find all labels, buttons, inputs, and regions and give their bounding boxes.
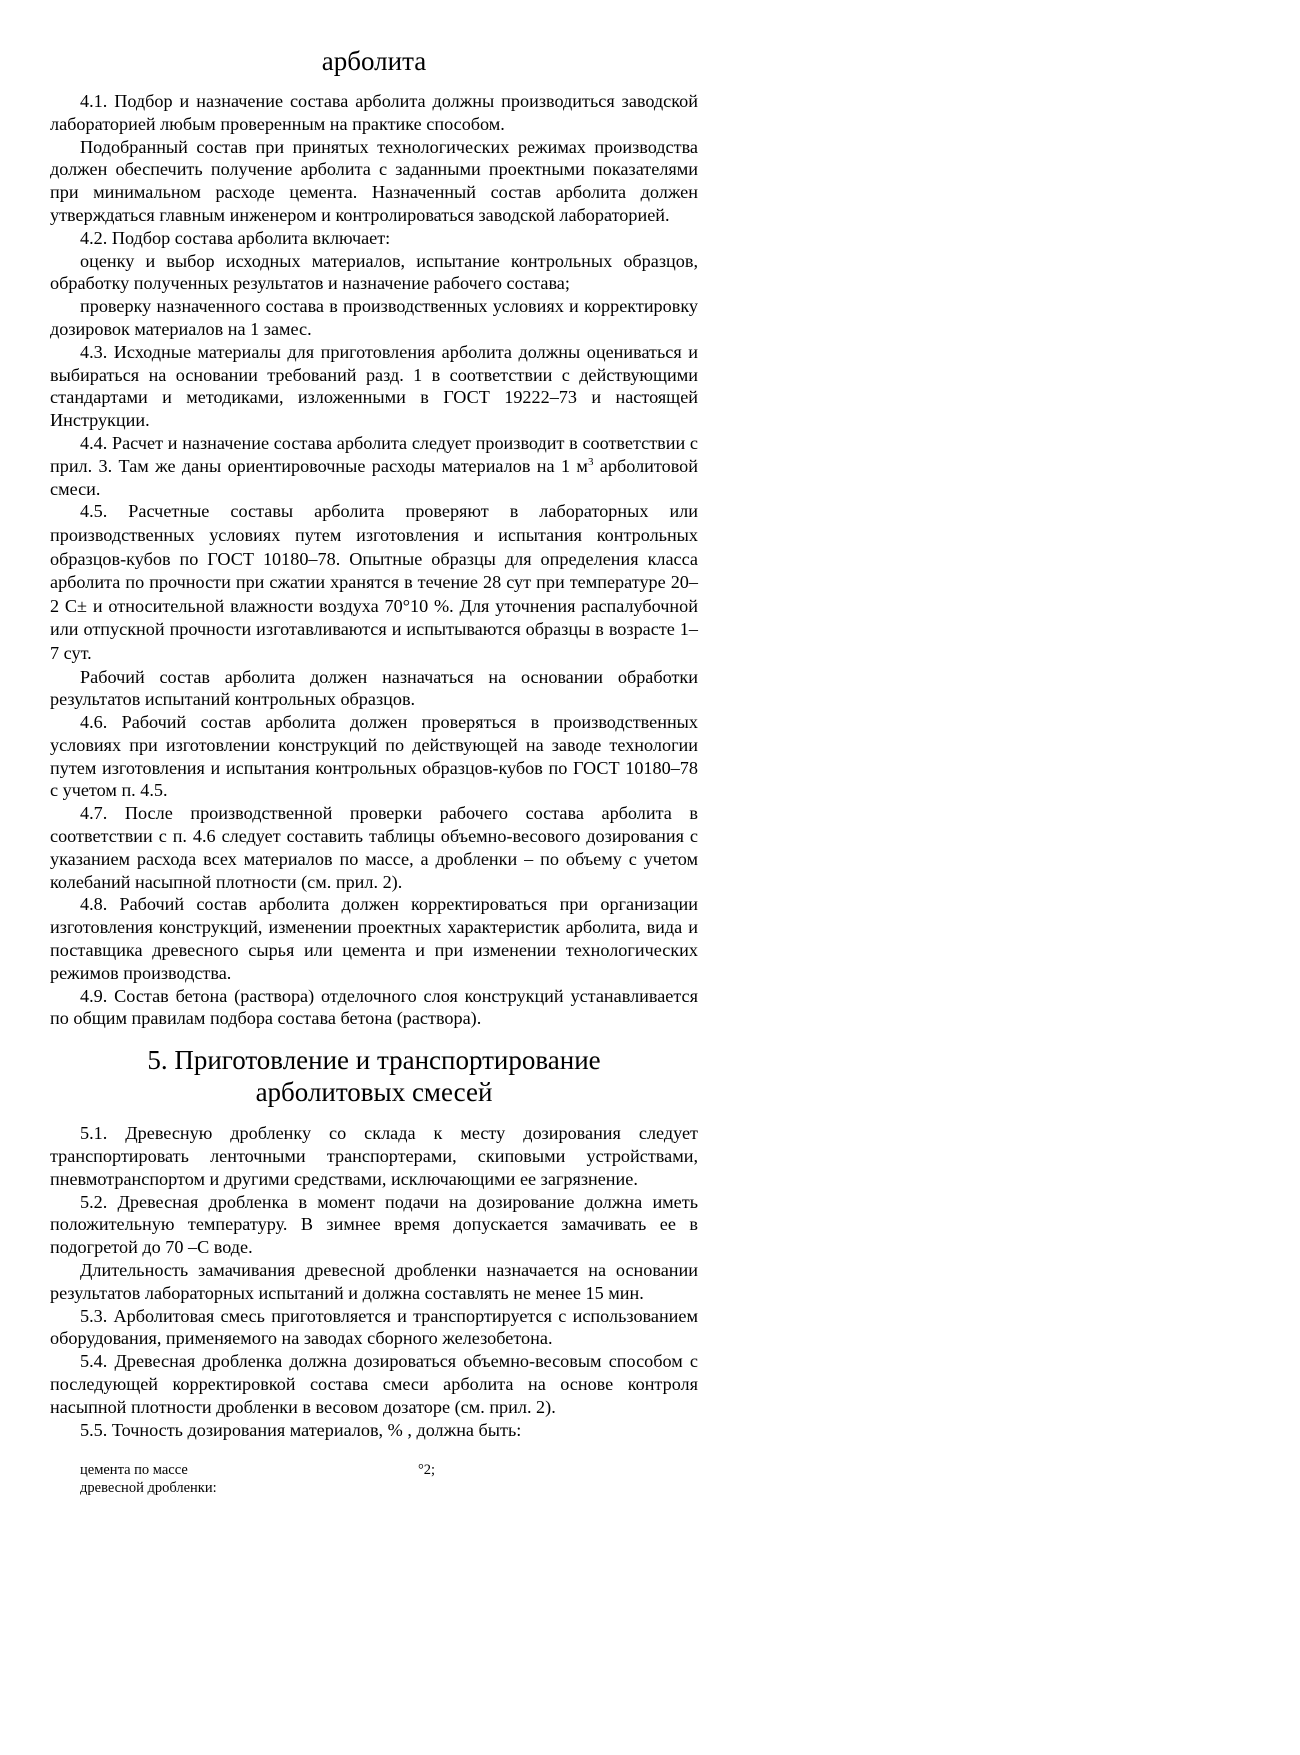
paragraph-4-4-text: 4.4. Расчет и назначение состава арболита следует производит в соответствии с прил. 3. Там же даны ориентировочные расходы материалов на 1 м (50, 432, 698, 476)
paragraph-4-4-tail: арболитовой смеси. (50, 455, 698, 499)
paragraph-4-2: 4.2. Подбор состава арболита включает: (80, 227, 391, 248)
section-5-title-line-2: арболитовых смесей (255, 1077, 493, 1108)
paragraph-5-2: 5.2. Древесная дробленка в момент подачи на дозирование должна иметь положительную температуру. В зимнее время допускается замачивать ее в подогретой до 70 –С воде. (50, 1191, 698, 1258)
dosing-row-wood-chips (80, 1479, 698, 1497)
dosing-value-cement: °2; (418, 1462, 436, 1479)
section-5-title (50, 1044, 698, 1108)
paragraph-4-7: 4.7. После производственной проверки рабочего состава арболита в соответствии с п. 4.6 следует составить таблицы объемно-весового дозирования с указанием расхода всех материалов по массе, а дробленки – по объему с учетом колебаний насыпной плотности (см. прил. 2). (50, 803, 698, 892)
paragraph-4-2-item-2: проверку назначенного состава в производственных условиях и корректировку дозировок материалов на 1 замес. (50, 296, 698, 339)
paragraph-4-1-cont: Подобранный состав при принятых технологических режимах производства должен обеспечить получение арболита с заданными проектными показателями при минимальном расходе цемента. Назначенный состав арболита должен утверждаться главным инженером и контролироваться заводской лабораторией. (50, 136, 698, 225)
dosing-row-cement (80, 1461, 698, 1479)
paragraph-4-1: 4.1. Подбор и назначение состава арболита должны производиться заводской лабораторией любым проверенным на практике способом. (50, 91, 698, 134)
paragraph-5-5: 5.5. Точность дозирования материалов, % , должна быть: (80, 1419, 522, 1440)
paragraph-4-8: 4.8. Рабочий состав арболита должен корректироваться при организации изготовления конструкций, изменении проектных характеристик арболита, вида и поставщика древесного сырья или цемента и при изменении технологических режимов производства. (50, 894, 698, 983)
paragraph-5-2-cont: Длительность замачивания древесной дробленки назначается на основании результатов лабораторных испытаний и должна составлять не менее 15 мин. (50, 1260, 698, 1303)
paragraph-5-1: 5.1. Древесную дробленку со склада к месту дозирования следует транспортировать ленточными транспортерами, скиповыми устройствами, пневмотранспортом и другими средствами, исключающими ее загрязнение. (50, 1123, 698, 1189)
paragraph-4-5-cont: Рабочий состав арболита должен назначаться на основании обработки результатов испытаний контрольных образцов. (50, 666, 698, 710)
paragraph-4-6: 4.6. Рабочий состав арболита должен проверяться в производственных условиях при изготовлении конструкций по действующей на заводе технологии путем изготовления и испытания контрольных образцов-кубов по ГОСТ 10180–78 с учетом п. 4.5. (50, 712, 698, 801)
dosing-label-wood-chips: древесной дробленки: (80, 1480, 217, 1497)
paragraph-5-3: 5.3. Арболитовая смесь приготовляется и транспортируется с использованием оборудования, применяемого на заводах сборного железобетона. (50, 1305, 698, 1349)
paragraph-4-3: 4.3. Исходные материалы для приготовления арболита должны оцениваться и выбираться на основании требований разд. 1 в соответствии с действующими стандартами и методиками, изложенными в ГОСТ 19222–73 и настоящей Инструкции. (50, 341, 698, 431)
paragraph-5-4: 5.4. Древесная дробленка должна дозироваться объемно-весовым способом с последующей корректировкой состава смеси арболита на основе контроля насыпной плотности дробленки в весовом дозаторе (см. прил. 2). (50, 1351, 698, 1417)
section-heading-tail: арболита (321, 46, 427, 76)
document-page (50, 44, 698, 1497)
paragraph-4-9: 4.9. Состав бетона (раствора) отделочного слоя конструкций устанавливается по общим правилам подбора состава бетона (раствора). (50, 985, 698, 1029)
paragraph-4-5: 4.5. Расчетные составы арболита проверяют в лабораторных или производственных условиях путем изготовления и испытания контрольных образцов-кубов по ГОСТ 10180–78. Опытные образцы для определения класса арболита по прочности при сжатии хранятся в течение 28 сут при температуре 20–2 С± и относительной влажности воздуха 70°10 %. Для уточнения распалубочной или отпускной прочности изготавливаются и испытываются образцы в возрасте 1–7 сут. (50, 501, 698, 663)
dosing-label-cement: цемента по массе (80, 1462, 188, 1479)
dosing-accuracy-list (80, 1461, 698, 1497)
superscript-cubic: 3 (587, 455, 594, 468)
paragraph-4-4 (50, 432, 698, 500)
paragraph-4-2-item-1: оценку и выбор исходных материалов, испытание контрольных образцов, обработку полученных результатов и назначение рабочего состава; (50, 250, 698, 294)
section-5-title-line-1: 5. Приготовление и транспортирование (147, 1045, 601, 1076)
